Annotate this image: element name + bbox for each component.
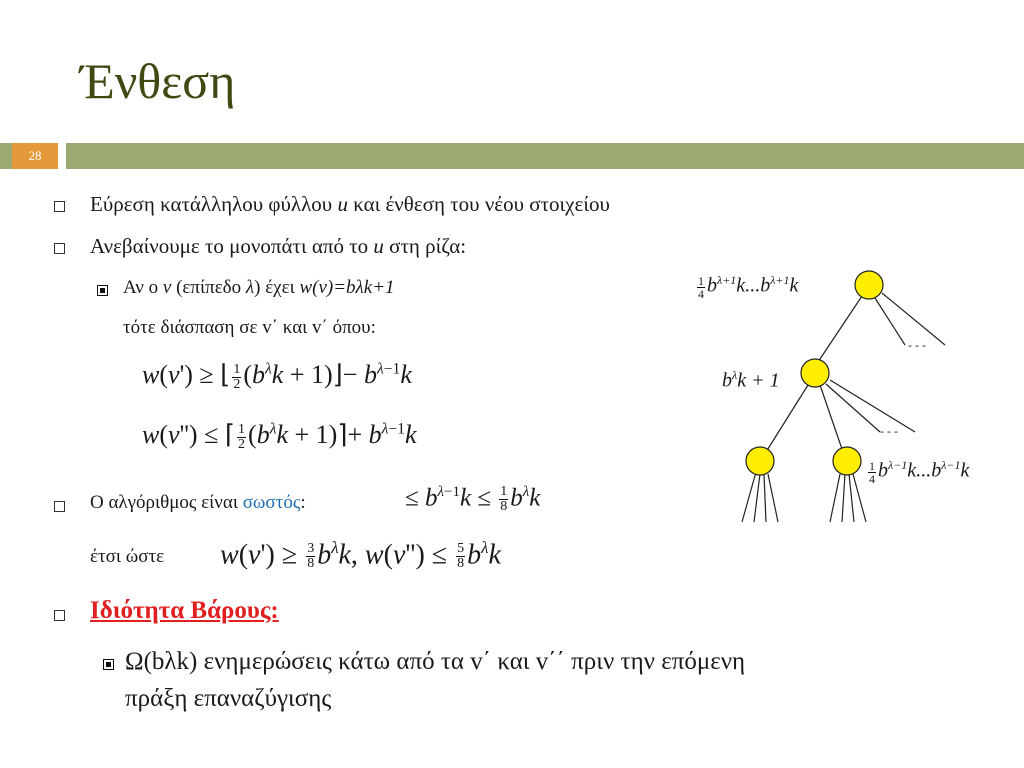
correct-link[interactable]: σωστός	[242, 492, 301, 513]
formula-w-v-double-prime: w(v'') ≤ ⌈ $\frac{1}{2}$ ($b^\lambda k$ + 1)⌉+ $b^{\lambda-1}k$	[142, 420, 417, 452]
sub-bullet-condition: Αν ο v (επίπεδο λ) έχει w(v)=bλk+1	[123, 277, 395, 298]
root-label: $\frac{1}{4}$ $b^{\lambda+1}k...b^{\lambda+1}k$	[698, 273, 799, 301]
edge-root-mid	[818, 296, 862, 362]
leaf-node-right	[833, 447, 861, 475]
edge-mid-r3	[830, 380, 915, 432]
bullet-find-leaf: Εύρεση κατάλληλου φύλλου u και ένθεση του νέου στοιχείου	[90, 192, 610, 216]
slide-number: 28	[12, 143, 58, 169]
so-that-text: έτσι ώστε	[90, 546, 165, 567]
formula-bound: ≤ $b^{\lambda-1}k$ ≤ $\frac{1}{8}$ $b^\lambda k$	[405, 484, 541, 515]
bullet-correctness: Ο αλγόριθμος είναι σωστός:	[90, 492, 306, 513]
leaf-label: $\frac{1}{4}$ $b^{\lambda-1}k...b^{\lambda-1}k$	[869, 458, 970, 486]
edge-mid-right	[820, 385, 843, 452]
weight-property-heading: Ιδιότητα Βάρους:	[90, 597, 279, 624]
page-title: Ένθεση	[80, 53, 236, 109]
edge-mid-left	[766, 385, 808, 452]
edge-root-right1	[875, 298, 905, 345]
split-text: τότε διάσπαση σε v΄ και v΄ όπου:	[123, 317, 376, 338]
mid-node	[801, 359, 829, 387]
bullet-go-up: Ανεβαίνουμε το μονοπάτι από το u στη ρίζα:	[90, 234, 467, 258]
root-node	[855, 271, 883, 299]
ellipsis-mid: - - -	[880, 424, 898, 438]
formula-w-v-prime: w(v') ≥ ⌊ $\frac{1}{2}$ ($b^\lambda k$ + 1)⌋− $b^{\lambda-1}k$	[142, 360, 412, 392]
updates-text-line1: Ω(bλk) ενημερώσεις κάτω από τα v΄ και v΄΄ πριν την επόμενη	[125, 648, 746, 675]
leaf-node-left	[746, 447, 774, 475]
mid-label: $b^\lambda k + 1$	[722, 368, 780, 392]
formula-weights: w(v') ≥ $\frac{3}{8}$ $b^\lambda k$, w(v'') ≤ $\frac{5}{8}$ $b^\lambda k$	[220, 538, 501, 572]
updates-text-line2: πράξη επαναζύγισης	[125, 685, 332, 712]
ellipsis-top: - - -	[908, 338, 926, 352]
